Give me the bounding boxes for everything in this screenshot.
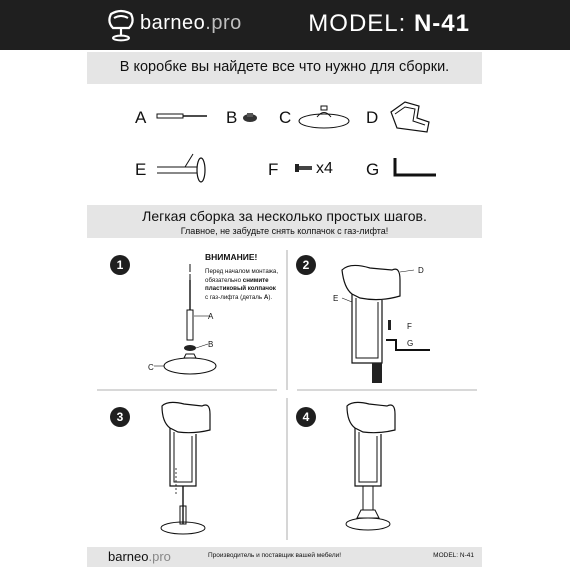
step-number-3: 3	[110, 407, 130, 427]
screw-part-icon	[294, 163, 314, 173]
assembly-banner	[87, 205, 482, 238]
warning-remove: снимите	[242, 276, 269, 284]
step1-label-b: B	[208, 340, 214, 349]
chair-logo-icon	[105, 8, 137, 42]
assembly-heading: Легкая сборка за несколько простых шагов.	[142, 208, 427, 224]
part-letter-c: C	[279, 108, 292, 127]
warning-text	[205, 268, 305, 302]
step1-label-a: A	[208, 312, 214, 321]
warning-title: ВНИМАНИЕ!	[205, 252, 258, 262]
model-code: N-41	[413, 10, 470, 37]
warning-part-a: A	[263, 293, 269, 301]
step-number-4: 4	[296, 407, 316, 427]
hex-key-part-icon	[390, 155, 440, 183]
part-letter-e: E	[135, 160, 147, 179]
step2-label-d: D	[418, 266, 424, 275]
footer-brand	[108, 549, 171, 564]
footer-model: MODEL: N-41	[433, 552, 474, 559]
model-label: MODEL:	[308, 10, 407, 37]
step-number-2: 2	[296, 255, 316, 275]
step2-label-f: F	[407, 322, 412, 331]
warning-line-4: ).	[268, 293, 273, 301]
screw-quantity: x4	[316, 160, 333, 177]
part-letter-d: D	[366, 108, 379, 127]
header-bar	[0, 0, 570, 50]
step4-finished-stool-drawing	[335, 398, 415, 538]
part-letter-f: F	[268, 160, 279, 179]
warning-line-3: с газ-лифта (деталь	[205, 293, 263, 301]
seat-part-icon	[385, 98, 435, 136]
step1-label-c: C	[148, 363, 154, 372]
model-title	[308, 10, 470, 38]
brand-logo-text	[140, 12, 242, 35]
round-base-part-icon	[297, 104, 352, 130]
gas-lift-part-icon	[155, 110, 210, 122]
box-contents-banner	[87, 52, 482, 84]
brand-suffix: .pro	[205, 12, 242, 34]
box-contents-heading: В коробке вы найдете все что нужно для сборки.	[119, 59, 450, 75]
step2-label-g: G	[407, 339, 414, 348]
footer-slogan: Производитель и поставщик вашей мебели!	[208, 552, 342, 559]
part-letter-g: G	[366, 160, 380, 179]
step3-stool-drawing	[150, 398, 230, 538]
step2-seat-frame-drawing	[330, 258, 440, 383]
assembly-subheading: Главное, не забудьте снять колпачок с газ-лифта!	[180, 226, 389, 236]
footer-brand-main: barneo	[108, 549, 149, 564]
base-cap-part-icon	[241, 110, 259, 124]
footer-brand-suffix: .pro	[148, 549, 171, 564]
warning-line-1: Перед началом монтажа,	[205, 268, 279, 275]
warning-line-2: обязательно	[205, 276, 242, 284]
frame-part-icon	[153, 150, 213, 185]
step2-label-e: E	[333, 294, 339, 303]
part-letter-a: A	[135, 108, 147, 127]
step-number-1: 1	[110, 255, 130, 275]
warning-cap: пластиковый колпачок	[205, 285, 276, 292]
part-letter-b: B	[226, 108, 238, 127]
brand-main: barneo	[140, 12, 206, 34]
